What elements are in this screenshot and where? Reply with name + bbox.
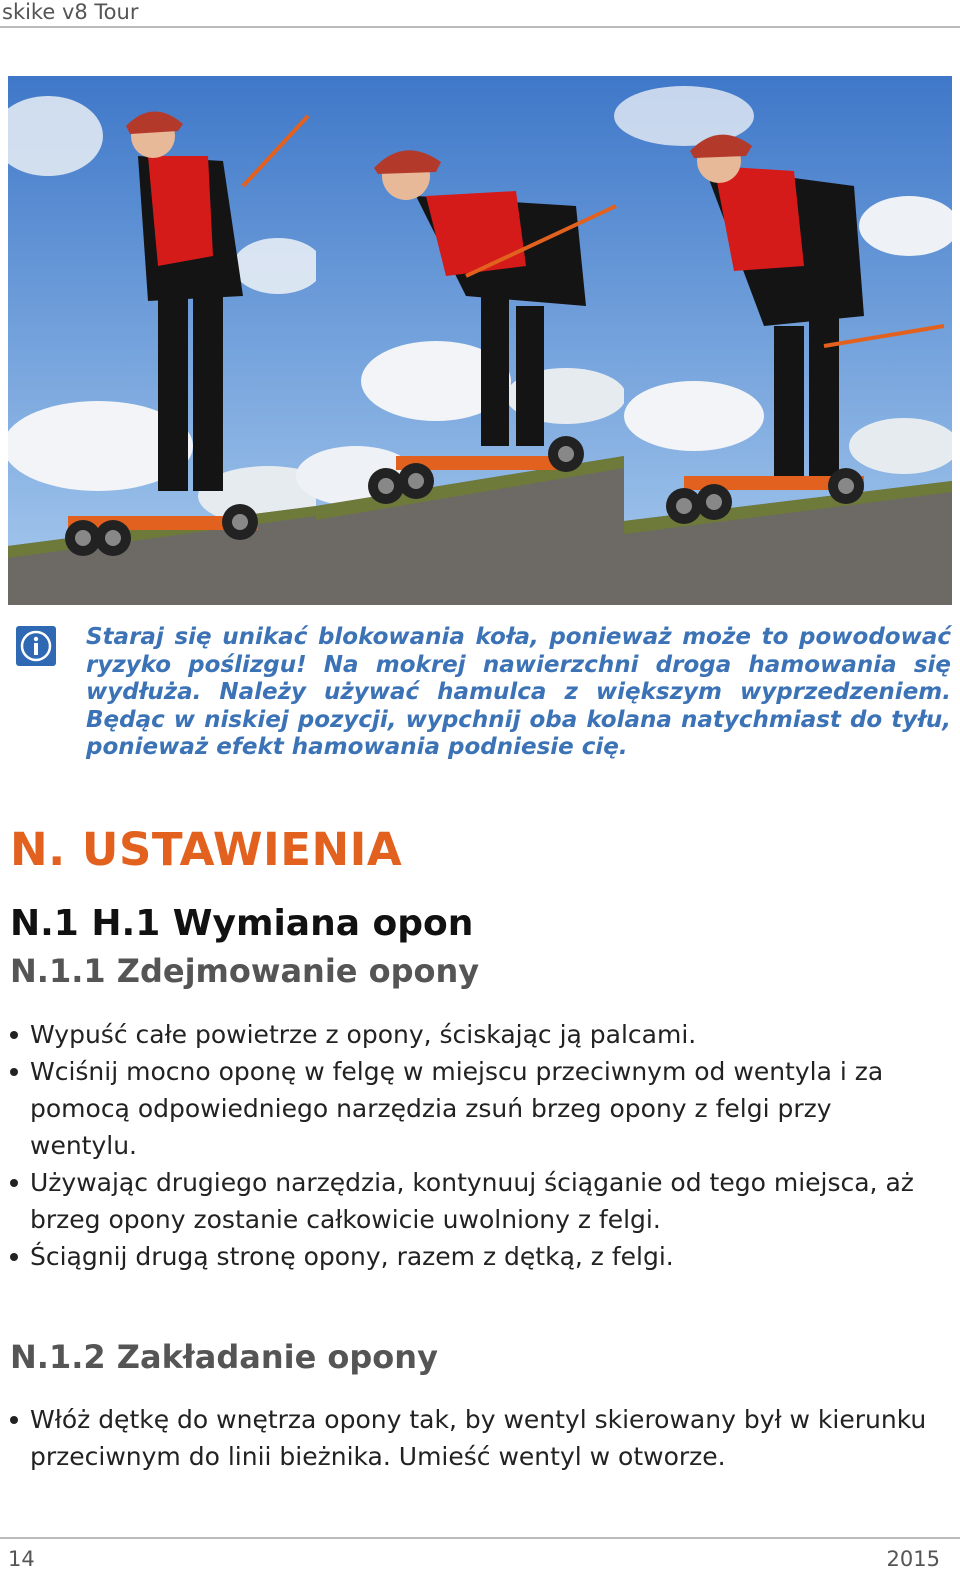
page-number: 14: [8, 1547, 35, 1571]
subsection-title: N.1 H.1 Wymiana opon: [10, 903, 474, 944]
mounting-heading: N.1.2 Zakładanie opony: [10, 1338, 438, 1376]
bullet-icon: [10, 1031, 18, 1039]
photo-panel-upright: [8, 76, 338, 605]
photo-panel-crouched: [296, 76, 626, 605]
list-item: Używając drugiego narzędzia, kontynuuj ściąganie od tego miejsca, aż brzeg opony zostanie całkowicie uwolniony z felgi.: [10, 1164, 945, 1238]
list-item: Wciśnij mocno oponę w felgę w miejscu przeciwnym od wentyla i za pomocą odpowiedniego narzędzia zsuń brzeg opony z felgi przy wentylu.: [10, 1053, 945, 1164]
list-item: Ściągnij drugą stronę opony, razem z dętką, z felgi.: [10, 1238, 945, 1275]
list-item: Włóż dętkę do wnętrza opony tak, by wentyl skierowany był w kierunku przeciwnym do linii bieżnika. Umieść wentyl w otworze.: [10, 1401, 945, 1475]
bullet-icon: [10, 1179, 18, 1187]
bullet-icon: [10, 1253, 18, 1261]
bullet-icon: [10, 1416, 18, 1424]
note-text: Staraj się unikać blokowania koła, ponieważ może to powodować ryzyko poślizgu! Na mokrej nawierzchni droga hamowania się wydłuża. Należy używać hamulca z większym wyprzedzeniem. Będąc w niskiej pozycji, wypchnij oba kolana natychmiast do tyłu, ponieważ efekt hamowania podniesie cię.: [86, 624, 951, 760]
removal-heading: N.1.1 Zdejmowanie opony: [10, 952, 480, 990]
list-item: Wypuść całe powietrze z opony, ściskając ją palcami.: [10, 1016, 945, 1053]
skiker-braking-photo-strip: [8, 76, 952, 605]
removal-steps-list: [10, 1016, 945, 1275]
footer-divider: [0, 1537, 960, 1539]
document-header-title: skike v8 Tour: [2, 0, 139, 24]
mounting-steps-list: [10, 1401, 945, 1475]
info-icon: [16, 626, 56, 666]
section-title: N. USTAWIENIA: [10, 823, 403, 876]
photo-panel-knees-back: [614, 76, 952, 605]
footer-year: 2015: [886, 1547, 940, 1571]
header-divider: [0, 26, 960, 28]
bullet-icon: [10, 1068, 18, 1076]
